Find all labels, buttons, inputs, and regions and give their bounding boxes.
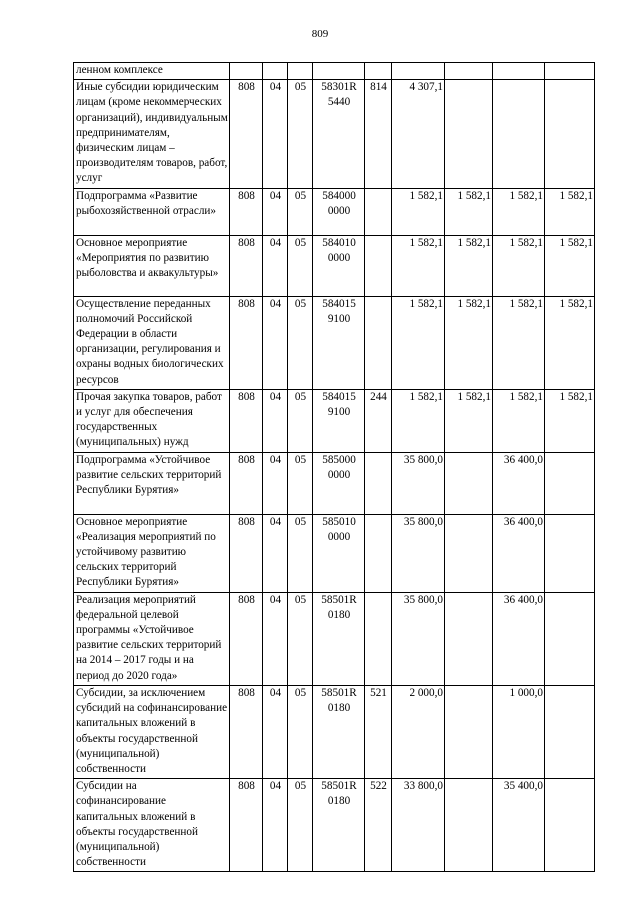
cell-sum-1: 1 582,1 [392,296,445,389]
cell-sum-1: 35 800,0 [392,592,445,685]
cell-sum-4 [545,779,595,872]
cell-sum-3: 35 400,0 [493,779,545,872]
cell-sum-2 [445,514,493,592]
cell-sum-3: 36 400,0 [493,452,545,514]
row-name: Осуществление переданных полномочий Российской Федерации в области организации, регулирования и охраны водных биологических ресурсов [74,296,230,389]
cell-gv: 808 [230,296,263,389]
cell-sum-1: 35 800,0 [392,452,445,514]
cell-sum-3: 1 582,1 [493,296,545,389]
cell-rz: 04 [263,514,288,592]
table-row [74,188,595,235]
cell-pr [288,63,313,80]
cell-sum-4 [545,80,595,188]
row-name: Основное мероприятие «Мероприятия по развитию рыболовства и аквакультуры» [74,235,230,296]
cell-pr: 05 [288,685,313,778]
cell-sum-4 [545,685,595,778]
table-row [74,235,595,296]
cell-sum-2 [445,63,493,80]
cell-vr: 814 [365,80,392,188]
cell-pr: 05 [288,235,313,296]
row-name: Иные субсидии юридическим лицам (кроме некоммерческих организаций), индивидуальным предпринимателям, физическим лицам – производителям товаров, работ, услуг [74,80,230,188]
page-number: 809 [311,28,329,40]
cell-sum-2: 1 582,1 [445,235,493,296]
cell-rz: 04 [263,452,288,514]
cell-gv: 808 [230,514,263,592]
table-row [74,63,595,80]
cell-gv: 808 [230,452,263,514]
table-row [74,779,595,872]
cell-rz: 04 [263,80,288,188]
cell-sum-3: 36 400,0 [493,514,545,592]
cell-rz: 04 [263,592,288,685]
table-row [74,80,595,188]
cell-sum-2 [445,592,493,685]
cell-sum-1: 4 307,1 [392,80,445,188]
cell-sum-1: 2 000,0 [392,685,445,778]
cell-pr: 05 [288,592,313,685]
cell-sum-2: 1 582,1 [445,296,493,389]
cell-rz: 04 [263,296,288,389]
cell-vr: 522 [365,779,392,872]
cell-sum-1: 1 582,1 [392,188,445,235]
row-name: Прочая закупка товаров, работ и услуг для обеспечения государственных (муниципальных) нужд [74,389,230,452]
cell-sum-1: 1 582,1 [392,235,445,296]
cell-vr [365,592,392,685]
cell-sum-4 [545,452,595,514]
cell-vr [365,63,392,80]
cell-rz: 04 [263,685,288,778]
cell-gv: 808 [230,235,263,296]
cell-vr [365,514,392,592]
table-row [74,389,595,452]
cell-cs [313,63,365,80]
cell-sum-2: 1 582,1 [445,188,493,235]
cell-sum-1 [392,63,445,80]
row-name: Субсидии на софинансирование капитальных вложений в объекты государственной (муниципальной) собственности [74,779,230,872]
cell-pr: 05 [288,514,313,592]
cell-gv: 808 [230,592,263,685]
cell-sum-4: 1 582,1 [545,188,595,235]
cell-pr: 05 [288,188,313,235]
cell-cs: 584015 9100 [313,296,365,389]
cell-cs: 585000 0000 [313,452,365,514]
cell-rz: 04 [263,779,288,872]
budget-table [73,62,595,872]
row-name: Субсидии, за исключением субсидий на софинансирование капитальных вложений в объекты государственной (муниципальной) собственности [74,685,230,778]
cell-sum-2: 1 582,1 [445,389,493,452]
cell-vr: 244 [365,389,392,452]
cell-cs: 58501R 0180 [313,592,365,685]
cell-cs: 58501R 0180 [313,685,365,778]
cell-gv [230,63,263,80]
cell-cs: 584015 9100 [313,389,365,452]
cell-pr: 05 [288,80,313,188]
cell-gv: 808 [230,779,263,872]
cell-sum-3: 1 000,0 [493,685,545,778]
cell-gv: 808 [230,389,263,452]
cell-pr: 05 [288,452,313,514]
cell-rz: 04 [263,235,288,296]
cell-sum-3: 1 582,1 [493,389,545,452]
cell-pr: 05 [288,389,313,452]
cell-gv: 808 [230,685,263,778]
cell-sum-4: 1 582,1 [545,235,595,296]
cell-sum-3: 1 582,1 [493,235,545,296]
cell-sum-1: 1 582,1 [392,389,445,452]
cell-cs: 58301R 5440 [313,80,365,188]
row-name: Подпрограмма «Устойчивое развитие сельских территорий Республики Бурятия» [74,452,230,514]
cell-sum-4 [545,592,595,685]
cell-sum-3 [493,80,545,188]
cell-sum-4: 1 582,1 [545,296,595,389]
table-row [74,296,595,389]
cell-vr [365,296,392,389]
cell-rz: 04 [263,389,288,452]
cell-vr [365,188,392,235]
cell-sum-2 [445,80,493,188]
cell-sum-3: 1 582,1 [493,188,545,235]
cell-cs: 584000 0000 [313,188,365,235]
cell-cs: 58501R 0180 [313,779,365,872]
cell-sum-2 [445,779,493,872]
table-row [74,452,595,514]
cell-sum-1: 35 800,0 [392,514,445,592]
row-name: ленном комплексе [74,63,230,80]
cell-sum-4: 1 582,1 [545,389,595,452]
cell-sum-3: 36 400,0 [493,592,545,685]
cell-sum-3 [493,63,545,80]
cell-sum-4 [545,514,595,592]
row-name: Реализация мероприятий федеральной целевой программы «Устойчивое развитие сельских территорий на 2014 – 2017 годы и на период до 2020 года» [74,592,230,685]
cell-gv: 808 [230,188,263,235]
cell-pr: 05 [288,779,313,872]
cell-sum-2 [445,452,493,514]
cell-gv: 808 [230,80,263,188]
cell-vr [365,235,392,296]
cell-sum-1: 33 800,0 [392,779,445,872]
cell-pr: 05 [288,296,313,389]
table-row [74,592,595,685]
table-row [74,685,595,778]
row-name: Подпрограмма «Развитие рыбохозяйственной отрасли» [74,188,230,235]
cell-cs: 585010 0000 [313,514,365,592]
cell-vr: 521 [365,685,392,778]
cell-cs: 584010 0000 [313,235,365,296]
row-name: Основное мероприятие «Реализация мероприятий по устойчивому развитию сельских территорий Республики Бурятия» [74,514,230,592]
cell-rz [263,63,288,80]
cell-vr [365,452,392,514]
cell-sum-4 [545,63,595,80]
table-row [74,514,595,592]
cell-rz: 04 [263,188,288,235]
cell-sum-2 [445,685,493,778]
